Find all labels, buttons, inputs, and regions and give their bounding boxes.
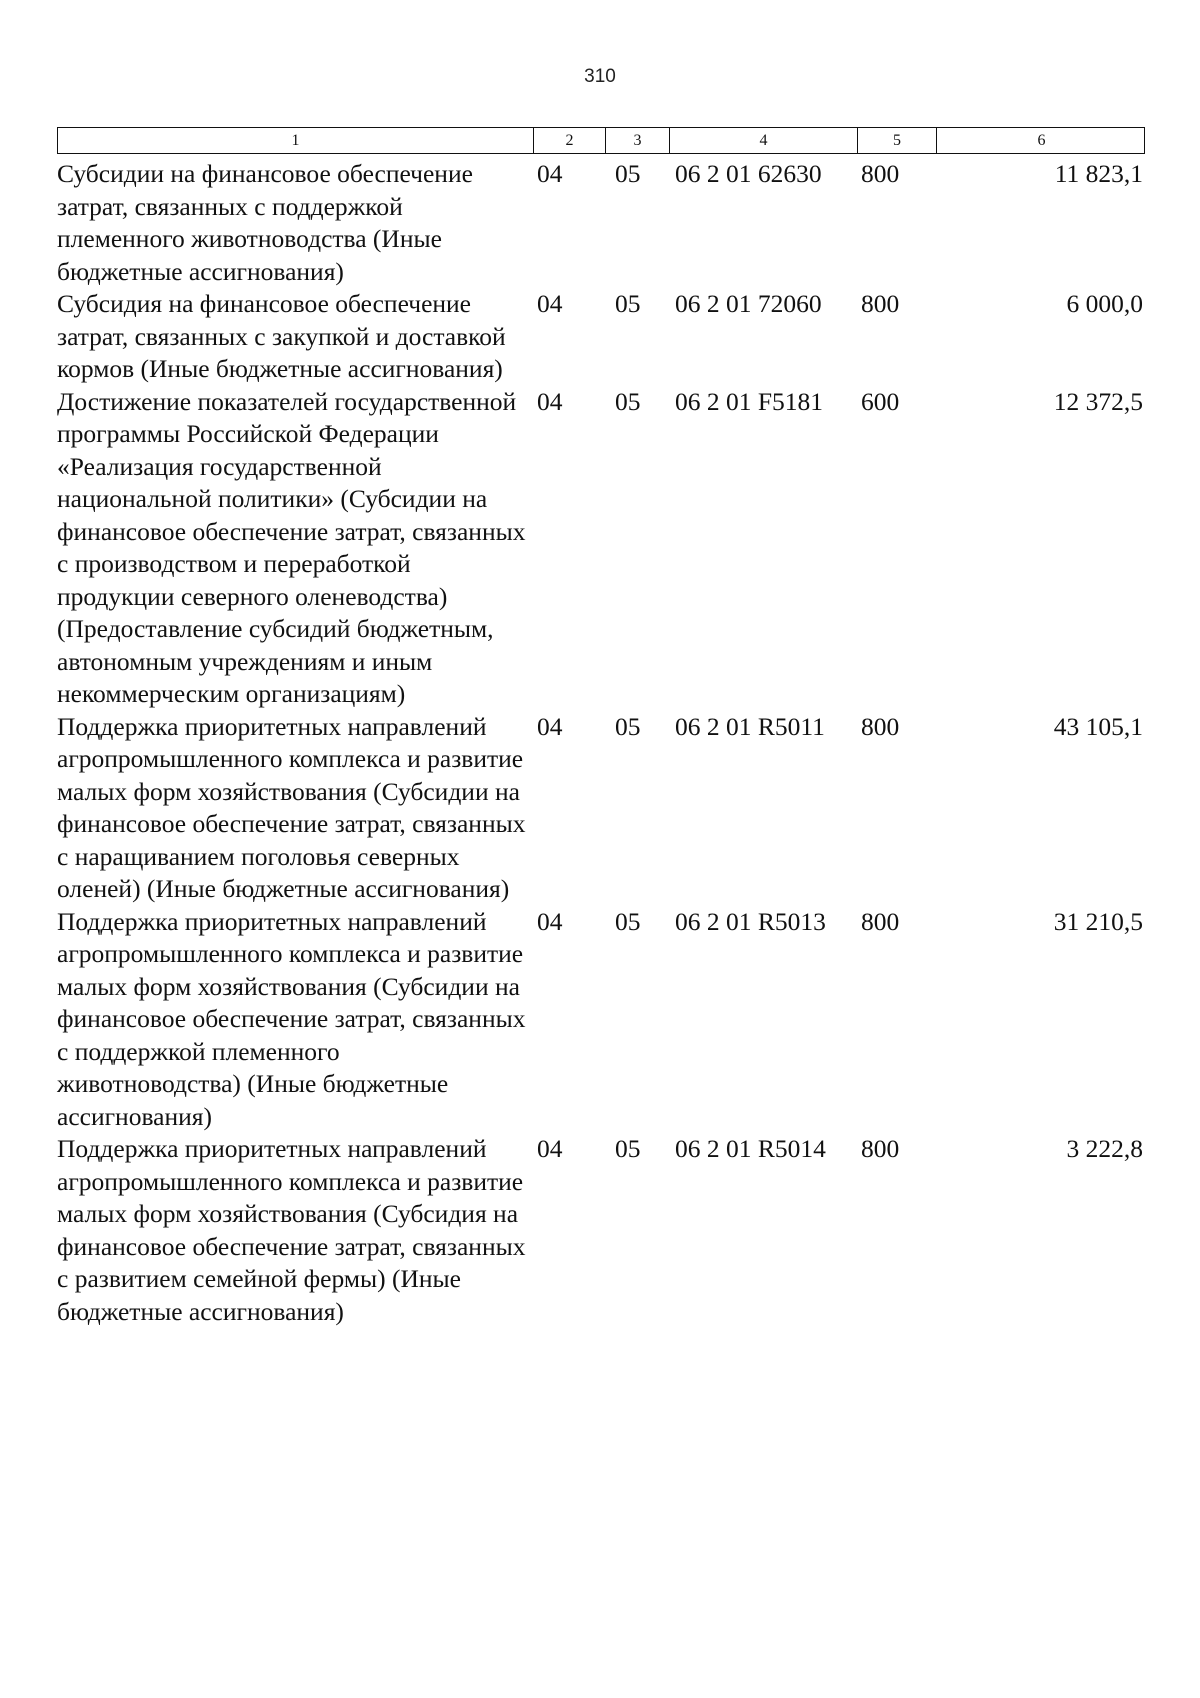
row-description: Достижение показателей государственной программы Российской Федерации «Реализация государственной национальной политики» (Субсидии на финансовое обеспечение затрат, связанных с производством и переработкой продукции северного оленеводства) (Предоставление субсидий бюджетным, автономным учреждениям и иным некоммерческим организациям) xyxy=(57,386,526,708)
row-subsection-code: 05 xyxy=(615,1134,641,1163)
row-section-code: 04 xyxy=(537,159,563,188)
column-header-4: 4 xyxy=(670,128,858,153)
row-expense-type-code: 600 xyxy=(861,386,900,416)
table-header xyxy=(57,127,1145,154)
row-section-code: 04 xyxy=(537,289,563,318)
row-target-article-code: 06 2 01 F5181 xyxy=(675,386,824,416)
row-description: Поддержка приоритетных направлений агропромышленного комплекса и развитие малых форм хозяйствования (Субсидия на финансовое обеспечение затрат, связанных с развитием семейной фермы) (Иные бюджетные ассигнования) xyxy=(57,1134,526,1326)
table-row xyxy=(57,158,1145,288)
row-amount: 43 105,1 xyxy=(1053,711,1143,741)
row-expense-type-code: 800 xyxy=(861,711,900,741)
column-header-1: 1 xyxy=(58,128,534,153)
row-subsection-code: 05 xyxy=(615,289,641,318)
row-description: Субсидия на финансовое обеспечение затрат, связанных с закупкой и доставкой кормов (Иные бюджетные ассигнования) xyxy=(57,289,506,383)
row-amount: 6 000,0 xyxy=(1066,289,1143,318)
table-row xyxy=(57,386,1145,711)
table-row xyxy=(57,1133,1145,1328)
row-amount: 3 222,8 xyxy=(1066,1134,1143,1163)
row-section-code: 04 xyxy=(537,711,563,741)
row-target-article-code: 06 2 01 R5014 xyxy=(675,1134,826,1163)
row-amount: 11 823,1 xyxy=(1054,159,1143,188)
column-header-6: 6 xyxy=(1037,132,1046,149)
table-row xyxy=(57,906,1145,1134)
row-amount: 31 210,5 xyxy=(1053,906,1143,936)
row-target-article-code: 06 2 01 72060 xyxy=(675,289,822,318)
row-description: Поддержка приоритетных направлений агропромышленного комплекса и развитие малых форм хозяйствования (Субсидии на финансовое обеспечение затрат, связанных с наращиванием поголовья северных оленей) (Иные бюджетные ассигнования) xyxy=(57,711,526,903)
row-target-article-code: 06 2 01 R5013 xyxy=(675,906,826,936)
column-header-3: 3 xyxy=(606,128,670,153)
row-expense-type-code: 800 xyxy=(861,906,900,936)
row-section-code: 04 xyxy=(537,1134,563,1163)
table-row xyxy=(57,288,1145,386)
row-section-code: 04 xyxy=(537,386,563,416)
row-description: Поддержка приоритетных направлений агропромышленного комплекса и развитие малых форм хозяйствования (Субсидии на финансовое обеспечение затрат, связанных с поддержкой племенного животноводства) (Иные бюджетные ассигнования) xyxy=(57,906,526,1131)
row-target-article-code: 06 2 01 R5011 xyxy=(675,711,825,741)
row-section-code: 04 xyxy=(537,906,563,936)
row-target-article-code: 06 2 01 62630 xyxy=(675,159,822,188)
row-description: Субсидии на финансовое обеспечение затрат, связанных с поддержкой племенного животноводства (Иные бюджетные ассигнования) xyxy=(57,159,473,286)
row-subsection-code: 05 xyxy=(615,906,641,936)
column-header-2: 2 xyxy=(534,128,606,153)
row-subsection-code: 05 xyxy=(615,711,641,741)
row-subsection-code: 05 xyxy=(615,386,641,416)
page-number: 310 xyxy=(584,66,616,87)
table-body xyxy=(57,158,1145,1328)
row-amount: 12 372,5 xyxy=(1053,386,1143,416)
row-expense-type-code: 800 xyxy=(861,159,900,188)
row-subsection-code: 05 xyxy=(615,159,641,188)
table-row xyxy=(57,711,1145,906)
row-expense-type-code: 800 xyxy=(861,289,900,318)
row-expense-type-code: 800 xyxy=(861,1134,900,1163)
column-header-5: 5 xyxy=(858,128,937,153)
